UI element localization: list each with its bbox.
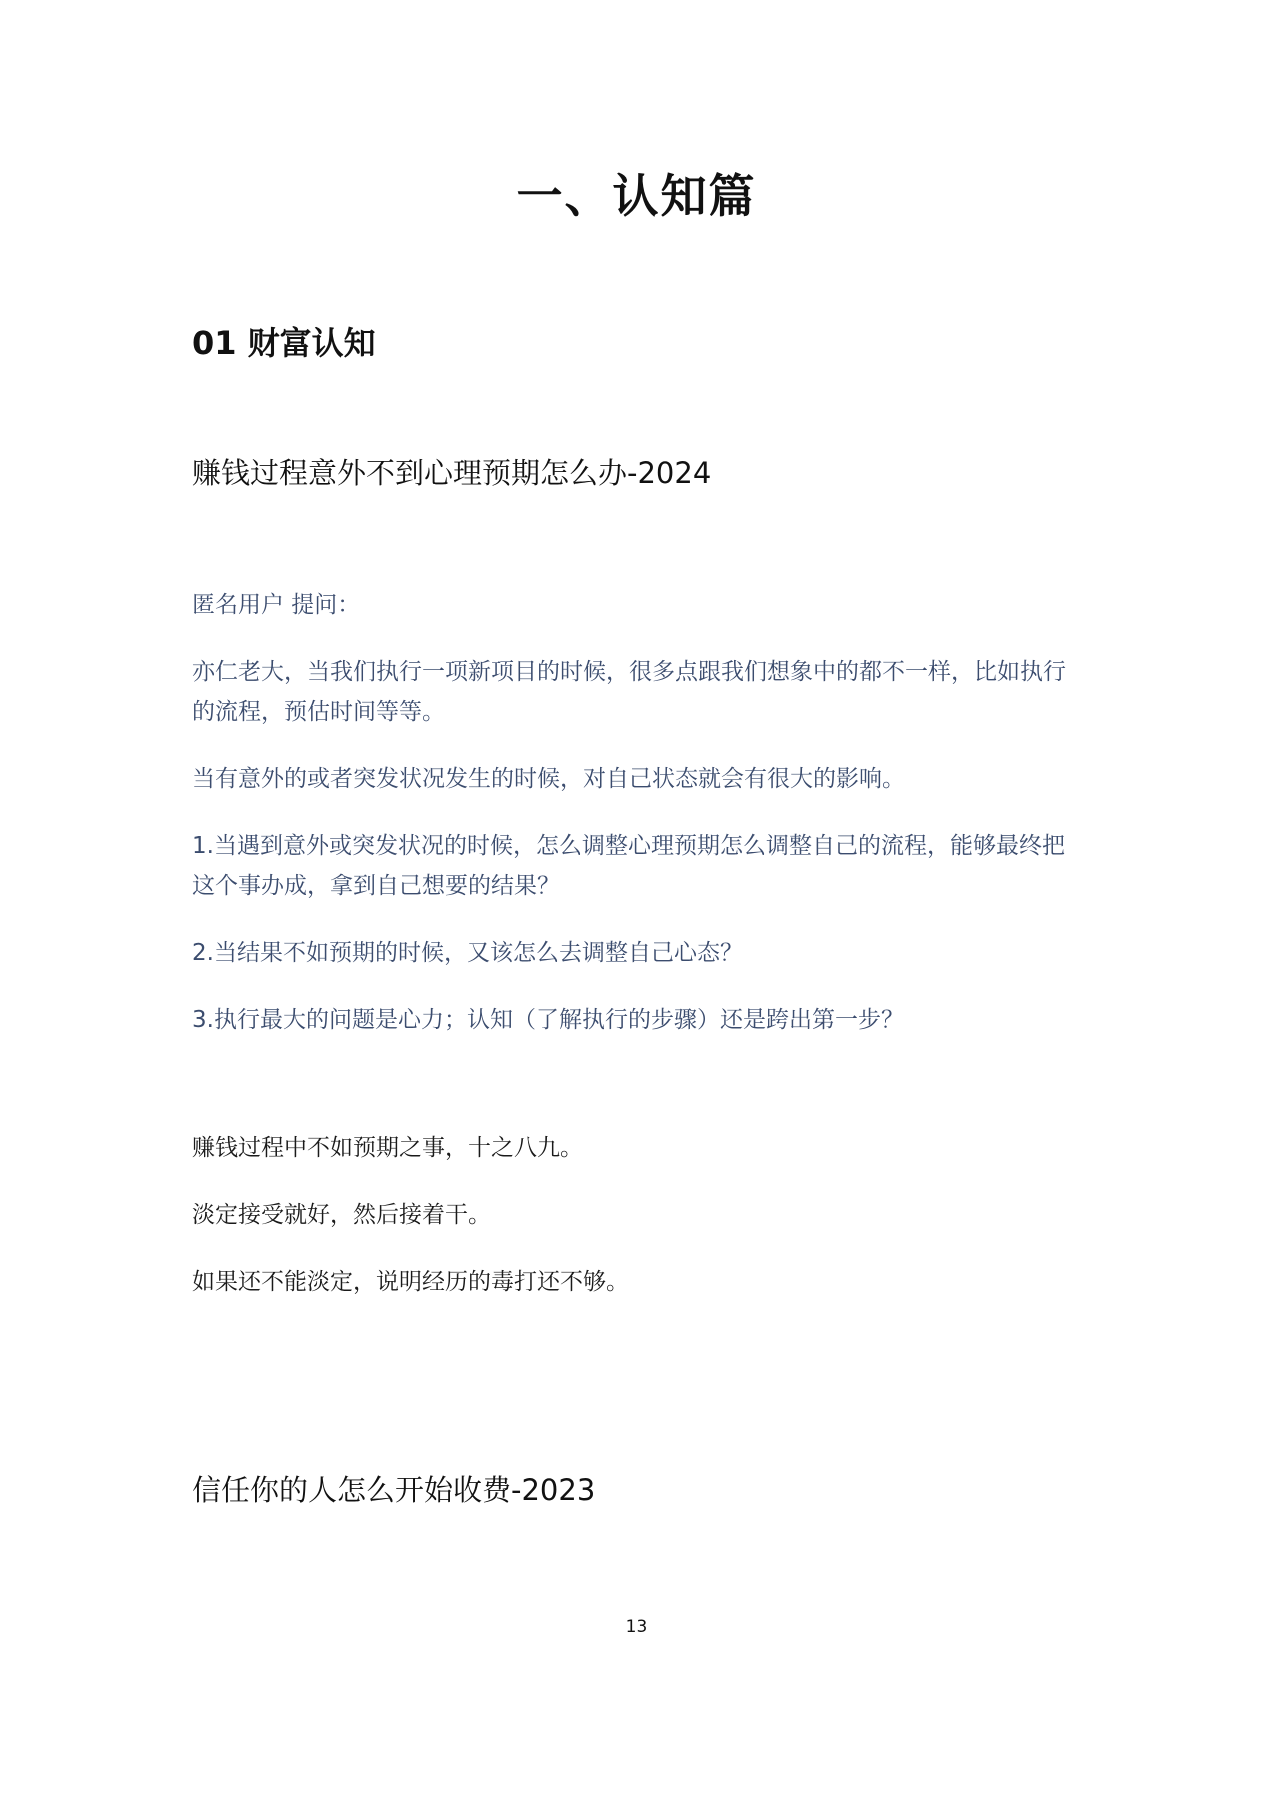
answer-block bbox=[192, 1128, 1072, 1329]
question-paragraph: 亦仁老大，当我们执行一项新项目的时候，很多点跟我们想象中的都不一样，比如执行的流程，预估时间等等。 bbox=[192, 659, 1066, 725]
answer-paragraph: 如果还不能淡定，说明经历的毒打还不够。 bbox=[192, 1269, 629, 1295]
question-paragraph: 2.当结果不如预期的时候，又该怎么去调整自己心态？ bbox=[192, 940, 743, 966]
question-paragraph: 1.当遇到意外或突发状况的时候，怎么调整心理预期怎么调整自己的流程，能够最终把这个事办成，拿到自己想要的结果？ bbox=[192, 833, 1065, 899]
page-number: 13 bbox=[625, 1617, 648, 1637]
answer-paragraph: 淡定接受就好，然后接着干。 bbox=[192, 1202, 491, 1228]
question-paragraph: 3.执行最大的问题是心力；认知（了解执行的步骤）还是跨出第一步？ bbox=[192, 1007, 904, 1033]
question-asker: 匿名用户 提问： bbox=[192, 592, 361, 618]
question-paragraph: 当有意外的或者突发状况发生的时候，对自己状态就会有很大的影响。 bbox=[192, 766, 905, 792]
article-title: 信任你的人怎么开始收费-2023 bbox=[192, 1473, 596, 1507]
section-heading: 01 财富认知 bbox=[192, 324, 376, 362]
answer-paragraph: 赚钱过程中不如预期之事，十之八九。 bbox=[192, 1135, 583, 1161]
question-block bbox=[192, 585, 1072, 1067]
article-title: 赚钱过程意外不到心理预期怎么办-2024 bbox=[192, 456, 712, 490]
chapter-title: 一、认知篇 bbox=[516, 169, 757, 223]
